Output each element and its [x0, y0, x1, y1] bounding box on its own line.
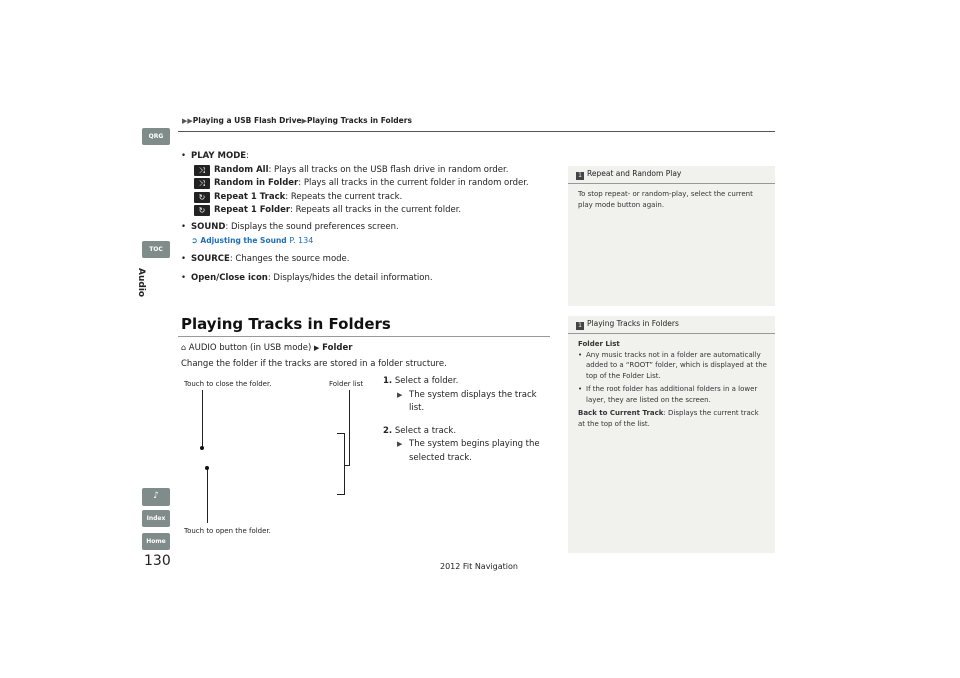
home-tab[interactable]: Home	[142, 533, 170, 550]
sound-item	[181, 221, 551, 235]
result-arrow-icon: ▶	[397, 440, 403, 448]
result-text: The system displays the track list.	[409, 389, 537, 413]
mode-desc: : Repeats the current track.	[285, 191, 403, 202]
step-number: 2.	[383, 425, 393, 436]
voice-tab[interactable]	[142, 488, 170, 506]
voice-command-icon: ♪	[153, 491, 159, 501]
footer-title: 2012 Fit Navigation	[440, 562, 518, 571]
toc-tab[interactable]: TOC	[142, 241, 170, 258]
leader-open-dot	[205, 466, 209, 470]
header-rule	[178, 131, 775, 132]
note-back-desc: : Displays the current track at the top of the list.	[578, 409, 759, 428]
leader-close	[202, 390, 203, 447]
steps	[383, 375, 553, 465]
bracket-bottom	[337, 494, 345, 495]
mode-name: Repeat 1 Folder	[214, 205, 291, 215]
breadcrumb-arrow-icon: ▶	[301, 117, 307, 125]
qrg-tab[interactable]: QRG	[142, 128, 170, 145]
random-all-icon: ⤨	[194, 165, 210, 176]
breadcrumb	[182, 116, 412, 125]
sound-xref[interactable]	[181, 234, 551, 249]
mode-name: Random All	[214, 164, 269, 175]
open-close-label: Open/Close icon	[191, 273, 268, 283]
note-body: To stop repeat- or random-play, select the current play mode button again.	[578, 190, 753, 209]
note-repeat-random	[568, 166, 775, 306]
bracket-join	[344, 465, 350, 466]
result-text: The system begins playing the selected track.	[409, 439, 540, 463]
note-body	[568, 334, 775, 429]
path-target: Folder	[322, 343, 353, 353]
xref-arrow-icon: ➲	[191, 236, 198, 245]
mode-row-random-all	[181, 164, 551, 178]
repeat-folder-icon: ↻	[194, 205, 210, 216]
note-bullet: • If the root folder has additional folders in a lower layer, they are listed on the screen.	[578, 384, 767, 405]
note-header	[568, 316, 775, 334]
note-header	[568, 166, 775, 184]
step-number: 1.	[383, 376, 393, 386]
random-folder-icon: ⤨	[194, 178, 210, 189]
section-title: Playing Tracks in Folders	[181, 315, 391, 333]
source-item	[181, 253, 551, 267]
mode-desc: : Plays all tracks in the current folder in random order.	[298, 178, 529, 188]
breadcrumb-arrow-icon: ▶▶	[182, 117, 193, 125]
mode-desc: : Plays all tracks on the USB flash drive in random order.	[268, 164, 509, 175]
mode-desc: : Repeats all tracks in the current folder.	[290, 205, 462, 215]
breadcrumb-part2: Playing Tracks in Folders	[306, 116, 412, 125]
mode-name: Random in Folder	[214, 178, 299, 188]
note-back-para	[578, 408, 767, 429]
note-playing-folders	[568, 316, 775, 553]
callout-open-folder: Touch to open the folder.	[184, 527, 271, 535]
play-mode-label: PLAY MODE	[191, 151, 247, 161]
step-2-result	[383, 438, 553, 465]
callout-close-folder: Touch to close the folder.	[184, 380, 272, 388]
page-number: 130	[144, 553, 171, 569]
section-label: Audio	[136, 268, 146, 298]
note-bullet: • Any music tracks not in a folder are automatically added to a “ROOT” folder, which is displayed at the top of the Folder List.	[578, 350, 767, 382]
note-back-label: Back to Current Track	[578, 409, 664, 417]
note-title: Repeat and Random Play	[587, 169, 682, 178]
step-1-result	[383, 389, 553, 416]
open-close-desc: : Displays/hides the detail information.	[267, 273, 433, 283]
step-1	[383, 375, 553, 389]
home-key-icon: ⌂	[181, 343, 187, 352]
mode-row-repeat-folder	[181, 204, 551, 218]
source-desc: : Changes the source mode.	[229, 253, 350, 264]
sound-label: SOUND	[191, 221, 226, 232]
index-tab[interactable]: Index	[142, 510, 170, 527]
mode-row-random-folder	[181, 177, 551, 191]
open-close-item	[181, 272, 551, 286]
leader-close-dot	[200, 446, 204, 450]
leader-open	[207, 469, 208, 523]
section-rule	[178, 336, 550, 337]
path-prefix: AUDIO button (in USB mode)	[188, 343, 312, 353]
note-marker-icon: 1	[576, 322, 584, 330]
note-subhead: Folder List	[578, 340, 620, 348]
mode-name: Repeat 1 Track	[214, 191, 286, 202]
step-text: Select a track.	[394, 425, 457, 436]
main-content	[181, 150, 551, 286]
xref-link[interactable]: Adjusting the Sound	[200, 236, 287, 245]
xref-page[interactable]: P. 134	[289, 236, 314, 245]
leader-folder-list	[349, 390, 350, 465]
menu-path	[181, 341, 352, 356]
repeat-track-icon: ↻	[194, 192, 210, 203]
bracket-side	[344, 433, 345, 495]
note-title: Playing Tracks in Folders	[587, 319, 679, 328]
callout-folder-list: Folder list	[329, 380, 364, 388]
play-mode-item: • PLAY MODE:	[181, 150, 551, 164]
section-intro: Change the folder if the tracks are stored in a folder structure.	[181, 359, 447, 369]
sound-desc: : Displays the sound preferences screen.	[225, 221, 399, 232]
mode-row-repeat-track	[181, 191, 551, 205]
step-2	[383, 425, 553, 439]
step-text: Select a folder.	[394, 376, 459, 386]
path-arrow-icon: ▶	[314, 344, 320, 352]
note-marker-icon: 1	[576, 172, 584, 180]
breadcrumb-part1[interactable]: Playing a USB Flash Drive	[192, 116, 302, 125]
source-label: SOURCE	[191, 253, 230, 264]
result-arrow-icon: ▶	[397, 390, 403, 399]
